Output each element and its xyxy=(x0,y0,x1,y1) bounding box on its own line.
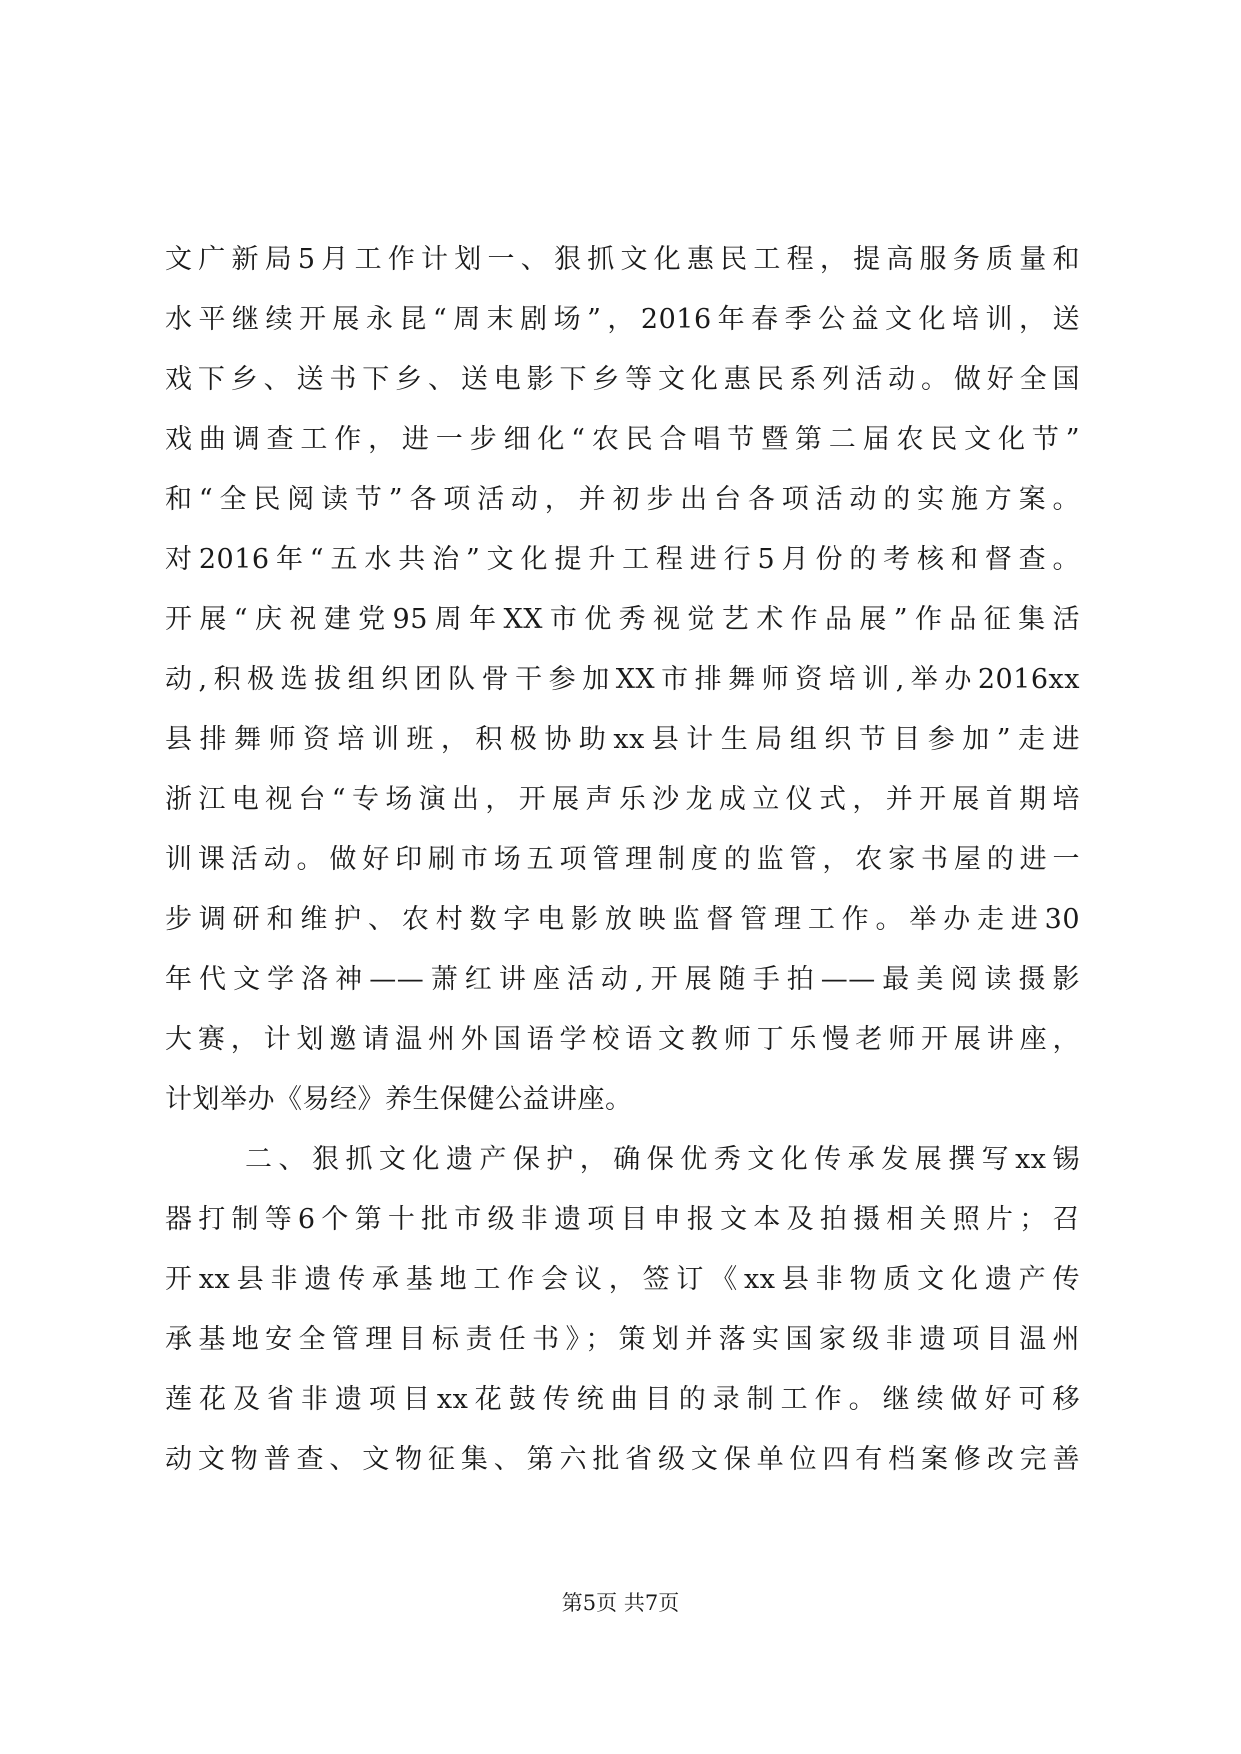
text-line: 水平继续开展永昆“周末剧场”，2016年春季公益文化培训，送 xyxy=(165,304,1080,335)
text-line: 动文物普查、文物征集、第六批省级文保单位四有档案修改完善 xyxy=(165,1444,1080,1475)
text-line: 步调研和维护、农村数字电影放映监督管理工作。举办走进30 xyxy=(165,904,1080,935)
text-line: 年代文学洛神——萧红讲座活动,开展随手拍——最美阅读摄影 xyxy=(165,964,1080,995)
text-line-indented: 二、狠抓文化遗产保护，确保优秀文化传承发展撰写xx锡 xyxy=(245,1144,1080,1175)
text-line: 计划举办《易经》养生保健公益讲座。 xyxy=(165,1084,633,1115)
text-line: 训课活动。做好印刷市场五项管理制度的监管，农家书屋的进一 xyxy=(165,844,1080,875)
text-line: 戏曲调查工作，进一步细化“农民合唱节暨第二届农民文化节” xyxy=(165,424,1080,455)
text-line: 承基地安全管理目标责任书》；策划并落实国家级非遗项目温州 xyxy=(165,1324,1080,1355)
text-line: 大赛，计划邀请温州外国语学校语文教师丁乐慢老师开展讲座， xyxy=(165,1024,1080,1055)
page-footer: 第5页 共7页 xyxy=(561,1591,680,1615)
text-line: 县排舞师资培训班，积极协助xx县计生局组织节目参加”走进 xyxy=(165,724,1080,755)
text-line: 动,积极选拔组织团队骨干参加XX市排舞师资培训,举办2016xx xyxy=(165,664,1080,695)
text-line: 和“全民阅读节”各项活动，并初步出台各项活动的实施方案。 xyxy=(165,484,1080,515)
text-line: 开xx县非遗传承基地工作会议，签订《xx县非物质文化遗产传 xyxy=(165,1264,1080,1295)
text-line: 莲花及省非遗项目xx花鼓传统曲目的录制工作。继续做好可移 xyxy=(165,1384,1080,1415)
text-line: 戏下乡、送书下乡、送电影下乡等文化惠民系列活动。做好全国 xyxy=(165,364,1080,395)
document-body xyxy=(165,230,1080,1490)
text-line: 器打制等6个第十批市级非遗项目申报文本及拍摄相关照片；召 xyxy=(165,1204,1080,1235)
text-line: 浙江电视台“专场演出，开展声乐沙龙成立仪式，并开展首期培 xyxy=(165,784,1080,815)
text-line: 文广新局5月工作计划一、狠抓文化惠民工程，提高服务质量和 xyxy=(165,244,1080,275)
text-line: 对2016年“五水共治”文化提升工程进行5月份的考核和督查。 xyxy=(165,544,1080,575)
text-line: 开展“庆祝建党95周年XX市优秀视觉艺术作品展”作品征集活 xyxy=(165,604,1080,635)
